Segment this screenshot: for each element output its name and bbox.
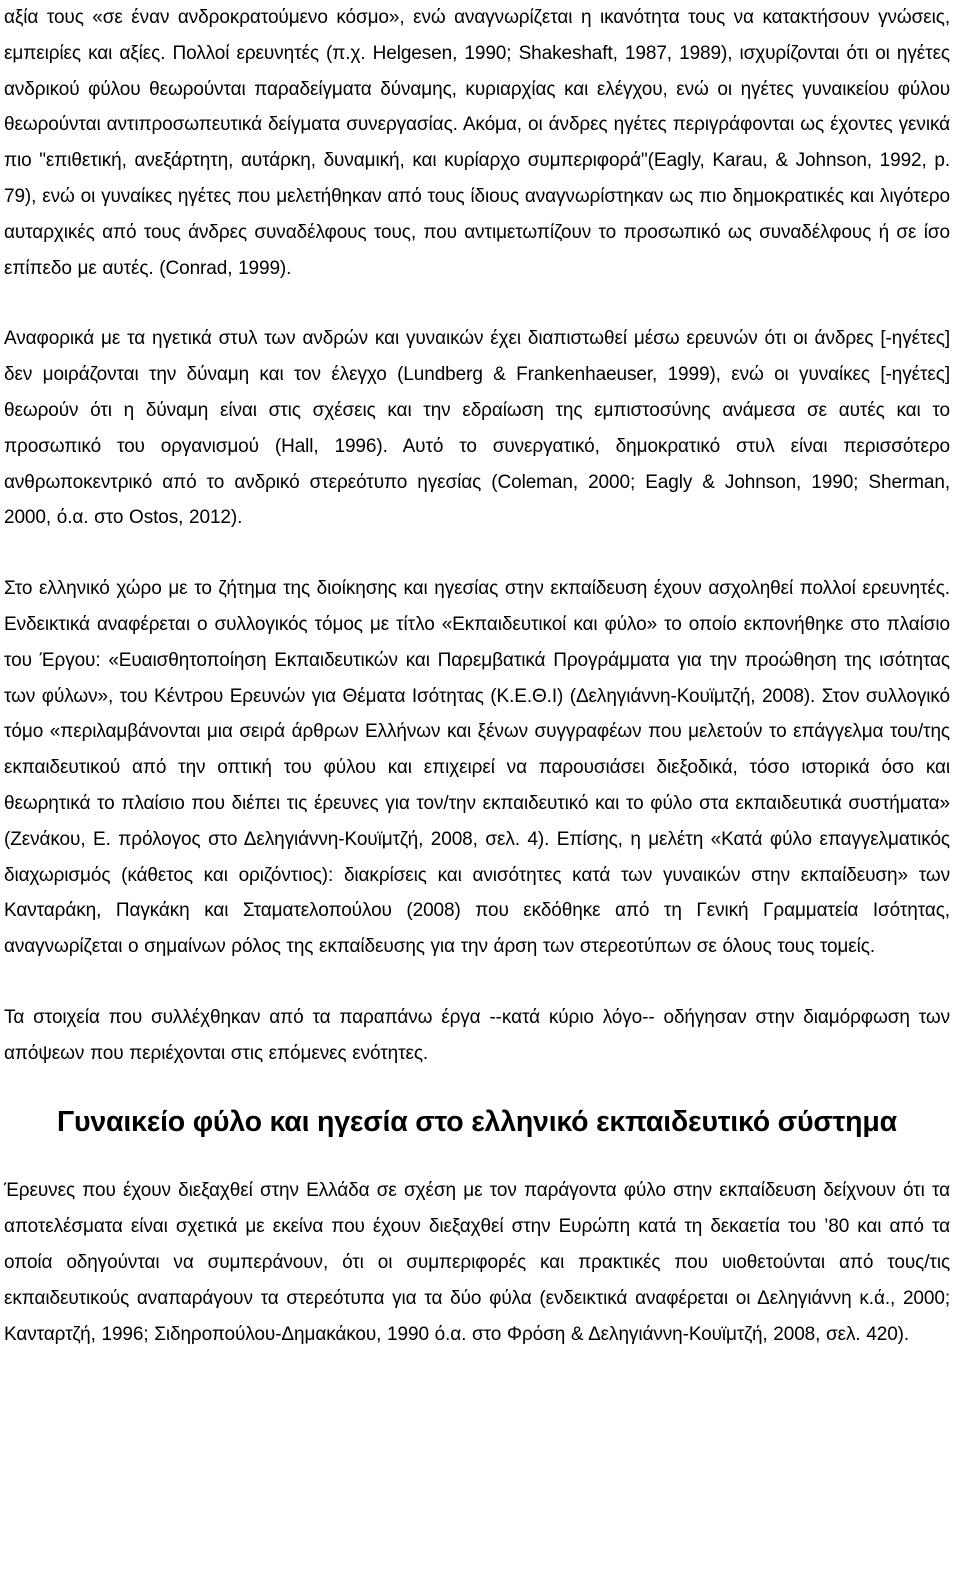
- paragraph-spacer: [4, 1072, 950, 1105]
- paragraph-greek-findings: Έρευνες που έχουν διεξαχθεί στην Ελλάδα σε σχέση με τον παράγοντα φύλο στην εκπαίδευση δείχνουν ότι τα αποτελέσματα είναι σχετικά με εκείνα που έχουν διεξαχθεί στην Ευρώπη κατά τη δεκαετία του ’80 και από τα οποία οδηγούνται να συμπεράνουν, ότι οι συμπεριφορές και πρακτικές που υιοθετούνται από τους/τις εκπαιδευτικούς αναπαράγουν τα στερεότυπα για τα δύο φύλα (ενδεικτικά αναφέρεται οι Δεληγιάννη κ.ά., 2000; Κανταρτζή, 1996; Σιδηροπούλου-Δημακάκου, 1990 ό.α. στο Φρόση & Δεληγιάννη-Κουϊμτζή, 2008, σελ. 420).: [4, 1180, 950, 1345]
- paragraph-sources-summary: Τα στοιχεία που συλλέχθηκαν από τα παραπάνω έργα --κατά κύριο λόγο-- οδήγησαν στην διαμόρφωση των απόψεων που περιέχονται στις επόμενες ενότητες.: [4, 1006, 950, 1064]
- paragraph-spacer: [4, 536, 950, 571]
- paragraph-spacer: [4, 965, 950, 1000]
- section-heading: Γυναικείο φύλο και ηγεσία στο ελληνικό εκπαιδευτικό σύστημα: [57, 1105, 897, 1138]
- paragraph-spacer: [4, 1140, 950, 1173]
- paragraph-gender-leadership-perceptions: αξία τους «σε έναν ανδροκρατούμενο κόσμο», ενώ αναγνωρίζεται η ικανότητα τους να κατακτήσουν γνώσεις, εμπειρίες και αξίες. Πολλοί ερευνητές (π.χ. Helgesen, 1990; Shakeshaft, 1987, 1989), ισχυρίζονται ότι οι ηγέτες ανδρικού φύλου θεωρούνται παραδείγματα δύναμης, κυριαρχίας και ελέγχου, ενώ οι ηγέτες γυναικείου φύλου θεωρούνται αντιπροσωπευτικά δείγματα συνεργασίας. Ακόμα, οι άνδρες ηγέτες περιγράφονται ως έχοντες γενικά πιο "επιθετική, ανεξάρτητη, αυτάρκη, δυναμική, και κυρίαρχο συμπεριφορά"(Eagly, Karau, & Johnson, 1992, p. 79), ενώ οι γυναίκες ηγέτες που μελετήθηκαν από τους ίδιους αναγνωρίστηκαν ως πιο δημοκρατικές και λιγότερο αυταρχικές από τους άνδρες συναδέλφους τους, που αντιμετωπίζουν το προσωπικό ως συναδέλφους ή σε ίσο επίπεδο με αυτές. (Conrad, 1999).: [4, 7, 950, 279]
- paragraph-spacer: [4, 286, 950, 321]
- paragraph-leadership-styles: Αναφορικά με τα ηγετικά στυλ των ανδρών και γυναικών έχει διαπιστωθεί μέσω ερευνών ότι οι άνδρες [-ηγέτες] δεν μοιράζονται την δύναμη και τον έλεγχο (Lundberg & Frankenhaeuser, 1999), ενώ οι γυναίκες [-ηγέτες] θεωρούν ότι η δύναμη είναι στις σχέσεις και την εδραίωση της εμπιστοσύνης ανάμεσα σε αυτές και το προσωπικό του οργανισμού (Hall, 1996). Αυτό το συνεργατικό, δημοκρατικό στυλ είναι περισσότερο ανθρωποκεντρικό από το ανδρικό στερεότυπο ηγεσίας (Coleman, 2000; Eagly & Johnson, 1990; Sherman, 2000, ό.α. στο Ostos, 2012).: [4, 328, 950, 529]
- paragraph-greek-research: Στο ελληνικό χώρο με το ζήτημα της διοίκησης και ηγεσίας στην εκπαίδευση έχουν ασχοληθεί πολλοί ερευνητές. Ενδεικτικά αναφέρεται ο συλλογικός τόμος με τίτλο «Εκπαιδευτικοί και φύλο» το οποίο εκπονήθηκε στο πλαίσιο του Έργου: «Ευαισθητοποίηση Εκπαιδευτικών και Παρεμβατικά Προγράμματα για την προώθηση της ισότητας των φύλων», του Κέντρου Ερευνών για Θέματα Ισότητας (Κ.Ε.Θ.Ι) (Δεληγιάννη-Κουϊμτζή, 2008). Στον συλλογικό τόμο «περιλαμβάνονται μια σειρά άρθρων Ελλήνων και ξένων συγγραφέων που μελετούν το επάγγελμα του/της εκπαιδευτικού από την οπτική του φύλου και επιχειρεί να παρουσιάσει διεξοδικά, τόσο ιστορικά όσο και θεωρητικά το πλαίσιο που διέπει τις έρευνες για τον/την εκπαιδευτικό και το φύλο στα εκπαιδευτικά συστήματα» (Ζενάκου, Ε. πρόλογος στο Δεληγιάννη-Κουϊμτζή, 2008, σελ. 4). Επίσης, η μελέτη «Κατά φύλο επαγγελματικός διαχωρισμός (κάθετος και οριζόντιος): διακρίσεις και ανισότητες κατά των γυναικών στην εκπαίδευση» των Κανταράκη, Παγκάκη και Σταματελοπούλου (2008) που εκδόθηκε από τη Γενική Γραμματεία Ισότητας, αναγνωρίζεται ο σημαίνων ρόλος της εκπαίδευσης για την άρση των στερεοτύπων σε όλους τους τομείς.: [4, 578, 950, 958]
- document-page: [4, 0, 950, 1352]
